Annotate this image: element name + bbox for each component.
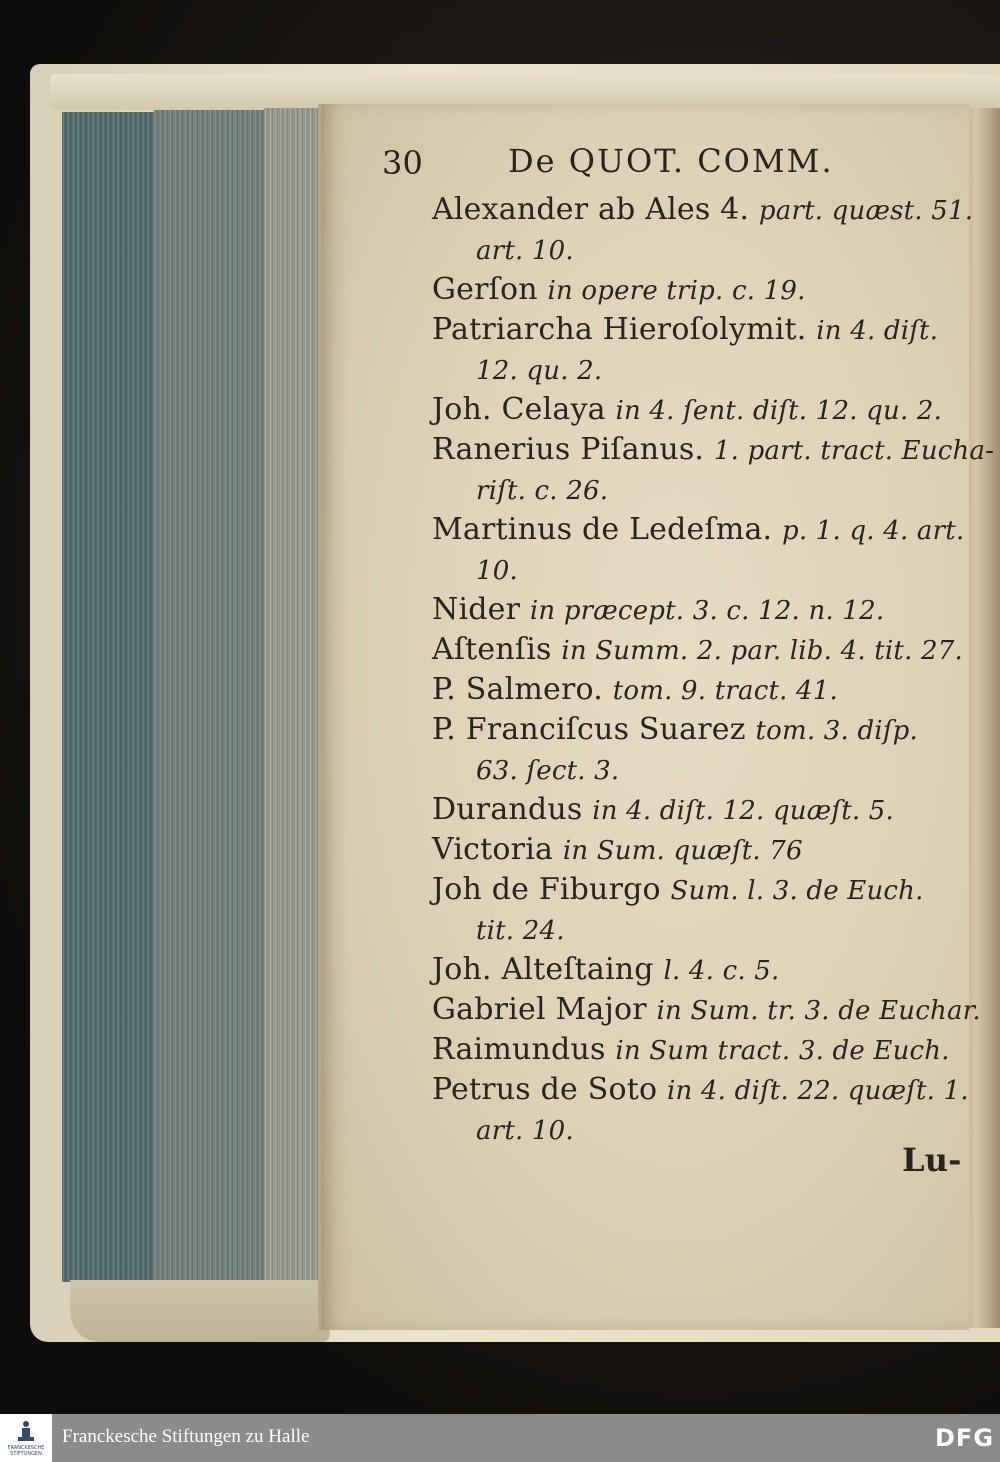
citation-line — [476, 232, 574, 267]
citation-reference: in Summ. 2. par. lib. 4. tit. 27. — [561, 636, 963, 666]
citation-author: Patriarcha Hieroſolymit. — [432, 312, 817, 347]
citation-line — [432, 1032, 950, 1067]
citation-reference: in Sum. quæſt. 76 — [562, 836, 803, 866]
citation-line — [432, 872, 924, 907]
citation-line — [432, 632, 963, 667]
page-number: 30 — [382, 144, 424, 182]
citation-line — [432, 312, 938, 347]
citation-line — [476, 472, 608, 507]
citation-author: Joh. Alteſtaing — [432, 952, 664, 987]
citation-author: Victoria — [432, 832, 563, 867]
citation-author: Joh de Fiburgo — [432, 872, 671, 907]
logo-label: FRANCKESCHE STIFTUNGEN — [7, 1445, 45, 1457]
citation-reference: Sum. l. 3. de Euch. — [670, 876, 924, 906]
citation-reference: in 4. diſt. — [816, 316, 939, 346]
citation-reference: in 4. ſent. diſt. 12. qu. 2. — [615, 396, 943, 426]
citation-author: Petrus de Soto — [432, 1072, 668, 1107]
citation-reference: tom. 9. tract. 41. — [612, 676, 838, 706]
citation-line — [476, 552, 518, 587]
citation-line — [476, 752, 619, 787]
page-edges-middle — [154, 110, 264, 1290]
citation-author: Ranerius Piſanus. — [432, 432, 714, 467]
footer-bar — [0, 1414, 1000, 1462]
dfg-logo[interactable]: DFG — [935, 1424, 995, 1452]
citation-author: Gerſon — [432, 272, 548, 307]
citation-line — [432, 832, 803, 867]
citation-author: Joh. Celaya — [432, 392, 616, 427]
citation-reference: in præcept. 3. c. 12. n. 12. — [529, 596, 885, 626]
citation-reference: in Sum tract. 3. de Euch. — [615, 1036, 950, 1066]
citation-line — [432, 192, 973, 227]
citation-reference: 10. — [476, 556, 518, 586]
citation-line — [432, 1072, 969, 1107]
citation-reference: in Sum. tr. 3. de Euchar. — [656, 996, 981, 1026]
citation-reference: p. 1. q. 4. art. — [782, 516, 965, 546]
citation-reference: in opere trip. c. 19. — [547, 276, 806, 306]
citation-line — [432, 392, 942, 427]
citation-reference: l. 4. c. 5. — [663, 956, 780, 986]
page-edges-dark — [62, 112, 154, 1282]
running-head: De QUOT. COMM. — [508, 142, 834, 180]
citation-reference: tom. 3. diſp. — [755, 716, 918, 746]
citation-author: P. Salmero. — [432, 672, 613, 707]
citation-line — [476, 912, 565, 947]
citation-line — [432, 992, 981, 1027]
citation-line — [476, 352, 602, 387]
citation-line — [476, 1112, 574, 1147]
citation-reference: art. 10. — [476, 236, 574, 266]
page-edges-light — [264, 108, 326, 1308]
citation-line — [432, 592, 884, 627]
citation-line — [432, 672, 838, 707]
citation-line — [432, 712, 918, 747]
citation-author: P. Franciſcus Suarez — [432, 712, 756, 747]
citation-author: Raimundus — [432, 1032, 616, 1067]
citation-author: Alexander ab Ales 4. — [432, 192, 759, 227]
citation-reference: in 4. diſt. 12. quæſt. 5. — [592, 796, 894, 826]
citation-reference: 12. qu. 2. — [476, 356, 603, 386]
page-text — [318, 104, 995, 1330]
citation-reference: 63. ſect. 3. — [476, 756, 620, 786]
citation-reference: in 4. diſt. 22. quæſt. 1. — [667, 1076, 969, 1106]
citation-reference: riſt. c. 26. — [476, 476, 609, 506]
citation-author: Gabriel Major — [432, 992, 657, 1027]
citation-author: Martinus de Ledeſma. — [432, 512, 783, 547]
orphanage-emblem-icon — [16, 1420, 36, 1442]
citation-author: Aſtenſis — [432, 632, 562, 667]
citation-reference: 1. part. tract. Eucha- — [713, 436, 995, 466]
citation-line — [432, 512, 964, 547]
citation-reference: tit. 24. — [476, 916, 565, 946]
institution-name[interactable]: Franckesche Stiftungen zu Halle — [62, 1426, 310, 1447]
citation-line — [432, 432, 994, 467]
citation-line — [432, 792, 894, 827]
catchword: Lu- — [902, 1141, 962, 1179]
citation-line — [432, 952, 779, 987]
cover-bottom-edge — [70, 1280, 330, 1342]
institution-logo[interactable] — [0, 1414, 52, 1462]
citation-line — [432, 272, 806, 307]
citation-reference: part. quæst. 51. — [758, 196, 974, 226]
citation-author: Nider — [432, 592, 530, 627]
citation-reference: art. 10. — [476, 1116, 574, 1146]
citation-author: Durandus — [432, 792, 593, 827]
